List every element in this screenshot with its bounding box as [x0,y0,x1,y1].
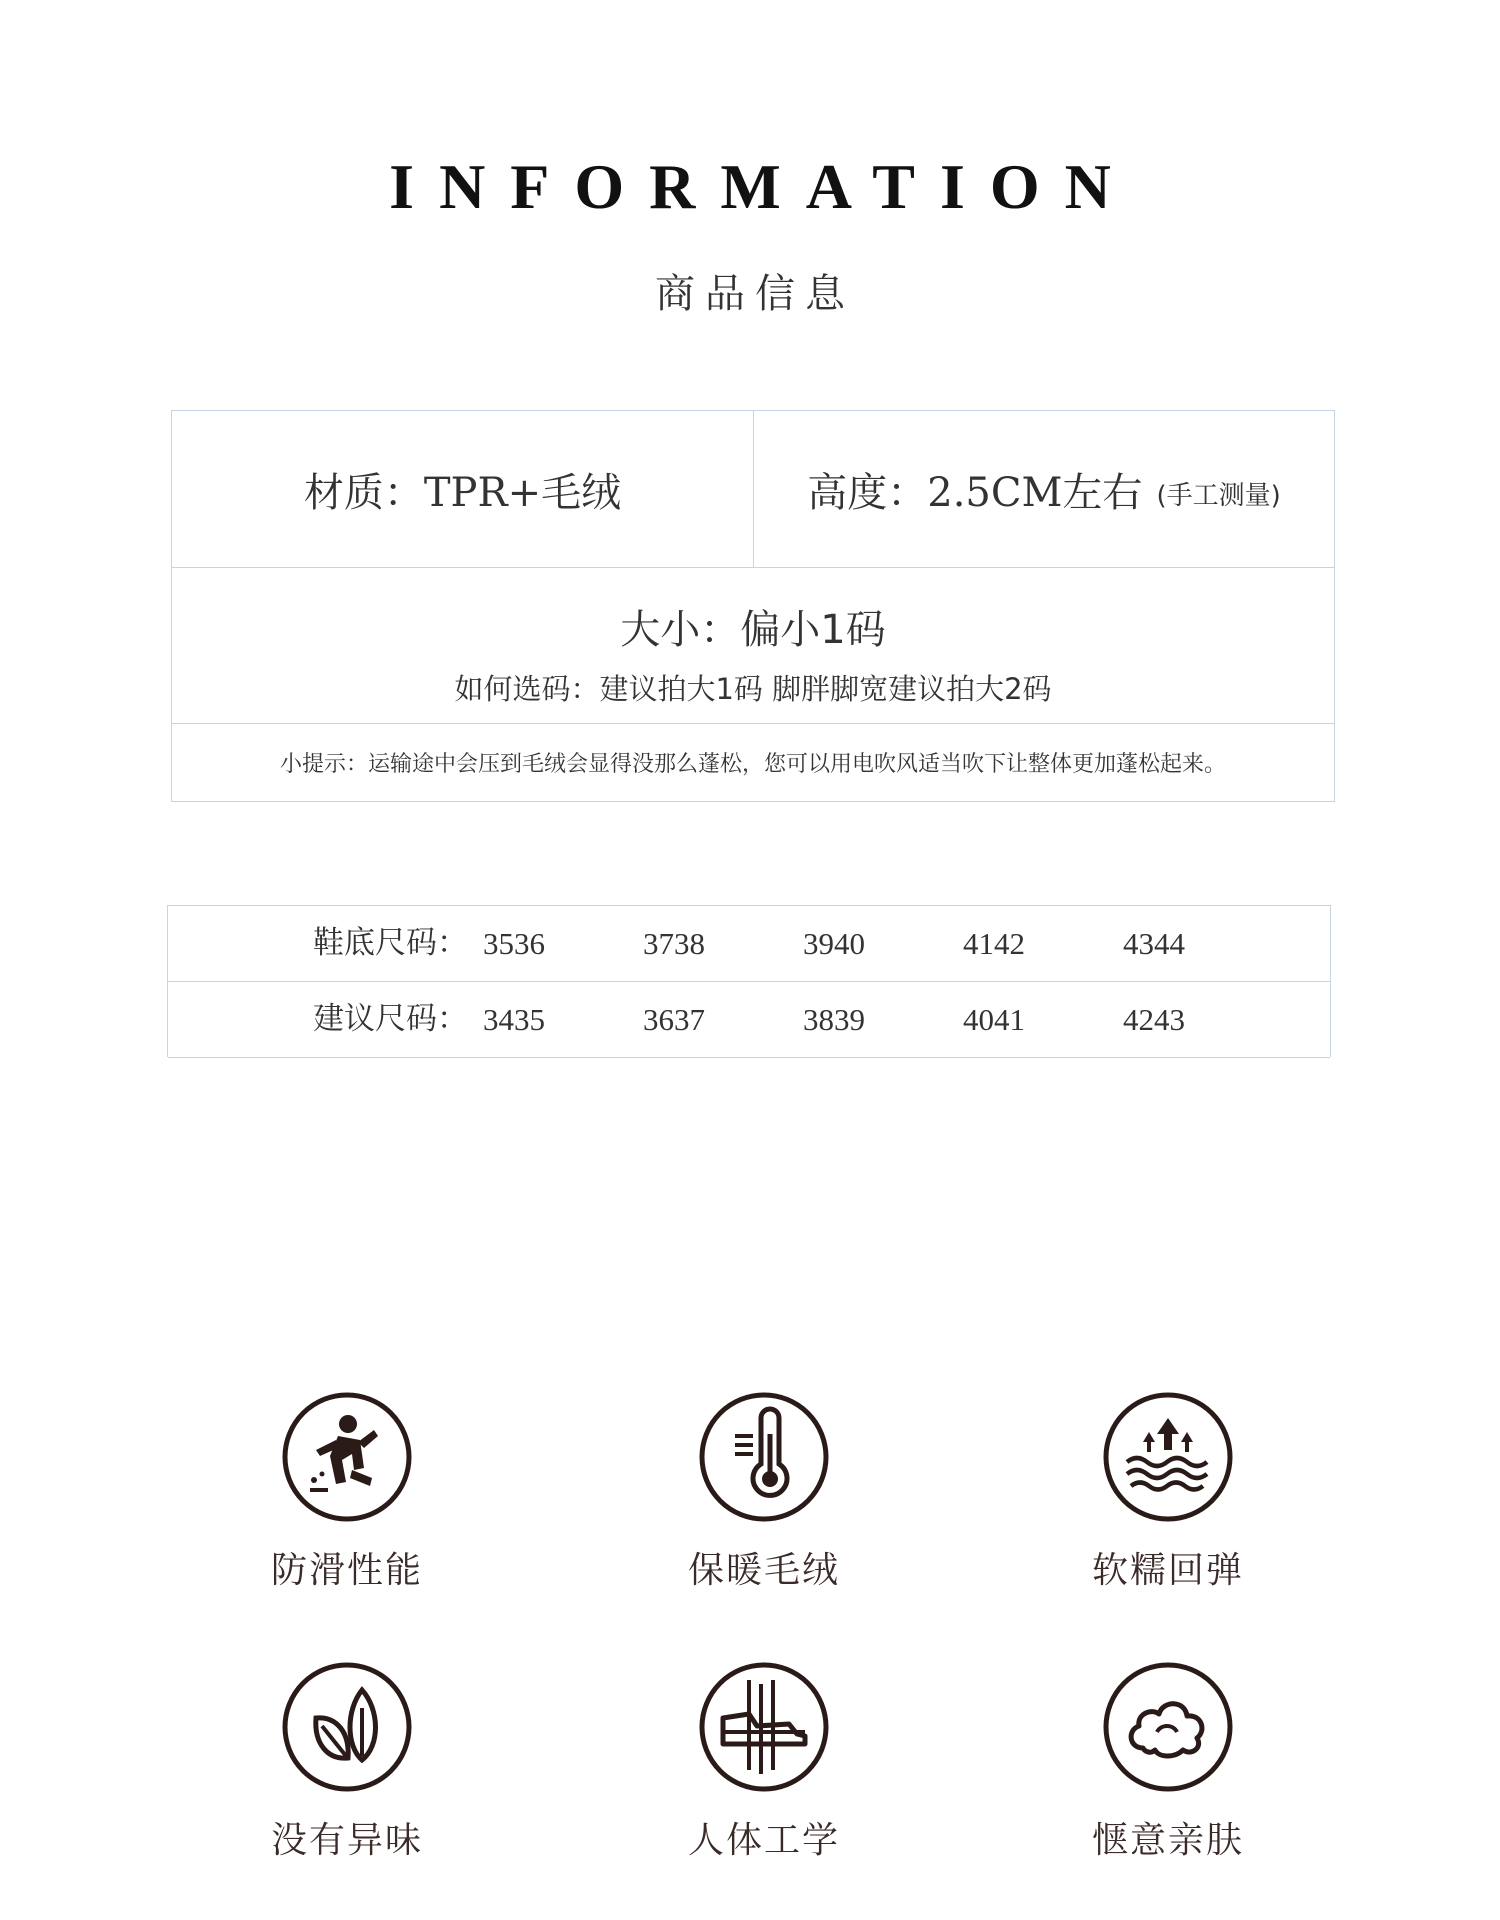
feature-label: 人体工学 [687,1820,840,1861]
material-value: TPR+毛绒 [423,469,622,516]
product-info-box [171,410,1335,802]
material-cell [172,411,754,567]
size-table [167,905,1331,1057]
thermometer-icon [697,1390,831,1524]
size-cell: 3940 [803,926,865,961]
leaf-icon [280,1660,414,1794]
info-row-material-height [172,411,1334,568]
size-row-label: 建议尺码： [313,1001,468,1037]
height-note: (手工测量) [1156,480,1281,511]
feature-soft-rebound [1048,1390,1288,1593]
size-cell: 3839 [803,1002,865,1037]
feature-ergonomic [644,1660,884,1863]
size-cell: 4142 [963,926,1025,961]
height-value: 2.5CM左右 [927,469,1143,516]
feature-label: 防滑性能 [270,1550,423,1591]
anti-slip-icon [280,1390,414,1524]
feature-label: 惬意亲肤 [1091,1820,1244,1861]
size-label: 大小： [620,607,741,653]
size-cell: 3536 [483,926,545,961]
size-cell: 4344 [1123,926,1185,961]
feature-anti-slip [227,1390,467,1593]
feature-label: 保暖毛绒 [687,1550,840,1591]
cloud-icon [1101,1660,1235,1794]
size-line [172,598,1334,655]
size-row-label: 鞋底尺码： [313,925,468,961]
size-value: 偏小1码 [740,607,886,653]
size-cell: 4041 [963,1002,1025,1037]
info-row-size [172,568,1334,724]
feature-no-odor [227,1660,467,1863]
page-title-cn: 商品信息 [655,271,855,317]
ergonomic-shoe-icon [697,1660,831,1794]
height-label: 高度： [807,469,928,516]
feature-warm-plush [644,1390,884,1593]
material-label: 材质： [303,469,424,516]
tip-text: 小提示：运输途中会压到毛绒会显得没那么蓬松，您可以用电吹风适当吹下让整体更加蓬松起来。 [279,752,1226,777]
size-cell: 4243 [1123,1002,1185,1037]
table-row [168,906,1330,982]
size-cell: 3738 [643,926,705,961]
size-cell: 3435 [483,1002,545,1037]
height-cell [754,411,1334,567]
feature-label: 没有异味 [270,1820,423,1861]
rebound-icon [1101,1390,1235,1524]
size-cell: 3637 [643,1002,705,1037]
feature-label: 软糯回弹 [1091,1550,1244,1591]
feature-skin-friendly [1048,1660,1288,1863]
page-title-en: INFORMATION [389,151,1136,222]
table-row [168,982,1330,1058]
how-to-choose-text: 如何选码：建议拍大1码 脚胖脚宽建议拍大2码 [454,672,1052,706]
